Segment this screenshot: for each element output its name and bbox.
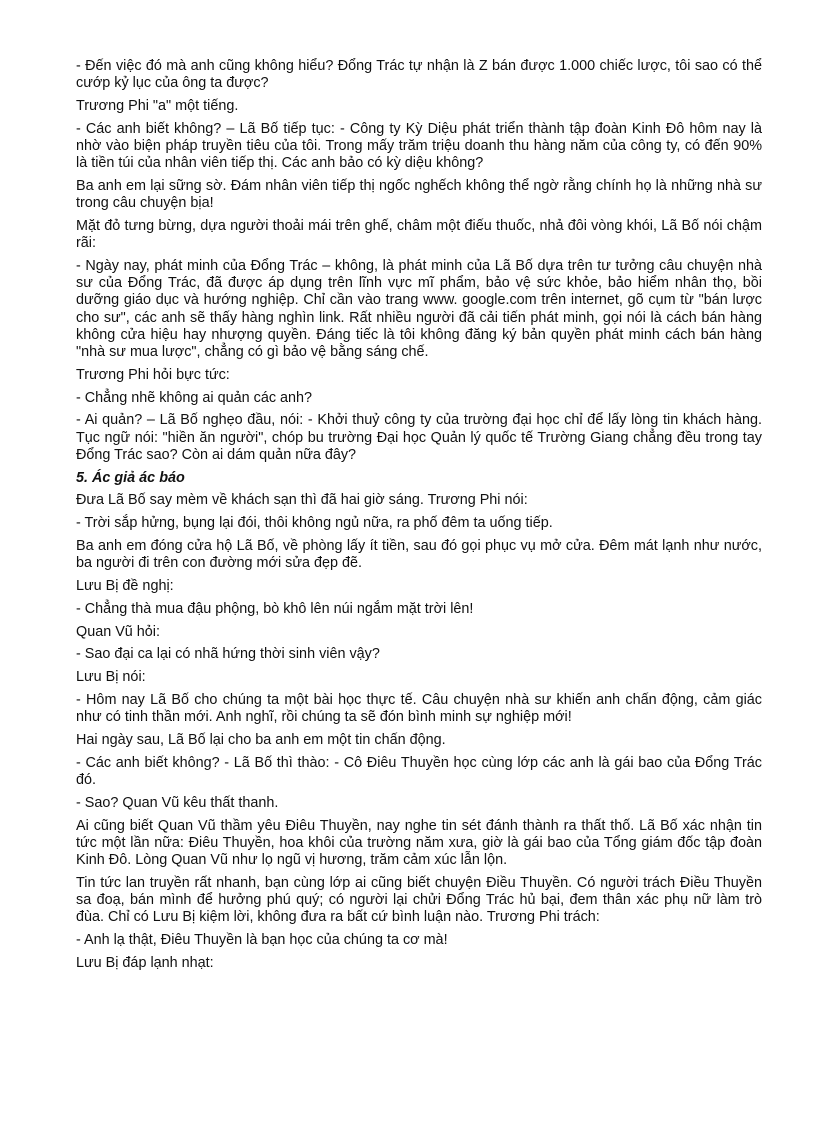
- paragraph: - Chẳng thà mua đậu phộng, bò khô lên núi ngắm mặt trời lên!: [76, 600, 474, 617]
- paragraph: Đưa Lã Bố say mèm về khách sạn thì đã hai giờ sáng. Trương Phi nói:: [76, 492, 528, 509]
- paragraph: - Các anh biết không? – Lã Bố tiếp tục: - Công ty Kỳ Diệu phát triển thành tập đoàn Kinh Đô hôm nay là nhờ vào biện pháp truyền tiêu của tôi. Trong mấy trăm triệu doanh thu hàng năm của công ty, có đến 90% là tiền túi của nhân viên tiếp thị. Các anh bảo có kỳ diệu không?: [76, 120, 762, 172]
- paragraph: Hai ngày sau, Lã Bố lại cho ba anh em một tin chấn động.: [76, 731, 446, 748]
- text-block-after-heading: [76, 492, 762, 972]
- text-block-before-heading: [76, 58, 762, 464]
- document-page: [76, 58, 762, 978]
- paragraph: Lưu Bị nói:: [76, 669, 146, 686]
- section-heading: 5. Ác giả ác báo: [76, 469, 185, 486]
- paragraph: Ai cũng biết Quan Vũ thầm yêu Điêu Thuyền, nay nghe tin sét đánh thành ra thất thố. Lã Bố xác nhận tin tức một lần nữa: Điêu Thuyền, hoa khôi của trường năm xưa, giờ là gái bao của Tổng giám đốc tập đoàn Kinh Đô. Lòng Quan Vũ như lọ ngũ vị hương, trăm cảm xúc lẫn lộn.: [76, 817, 762, 868]
- paragraph: - Sao đại ca lại có nhã hứng thời sinh viên vậy?: [76, 646, 380, 663]
- paragraph: - Sao? Quan Vũ kêu thất thanh.: [76, 794, 279, 811]
- paragraph: - Anh lạ thật, Điêu Thuyền là bạn học của chúng ta cơ mà!: [76, 931, 448, 948]
- paragraph: - Chẳng nhẽ không ai quản các anh?: [76, 389, 313, 406]
- paragraph: Trương Phi "a" một tiếng.: [76, 98, 239, 114]
- paragraph: Trương Phi hỏi bực tức:: [76, 366, 230, 383]
- paragraph: Tin tức lan truyền rất nhanh, bạn cùng lớp ai cũng biết chuyện Điều Thuyền. Có người trách Điều Thuyền sa đoạ, bán mình để hưởng phú quý; có người lại chửi Đổng Trác hủ bại, đem thân xác phụ nữ làm trò đùa. Chỉ có Lưu Bị kiệm lời, không đưa ra bất cứ bình luận nào. Trương Phi trách:: [76, 874, 762, 926]
- paragraph: Lưu Bị đề nghị:: [76, 578, 174, 594]
- paragraph: - Ngày nay, phát minh của Đổng Trác – không, là phát minh của Lã Bố dựa trên tư tưởng câu chuyện nhà sư của Đổng Trác, đã được áp dụng trên lĩnh vực mĩ phẩm, bảo vệ sức khỏe, bảo hiểm nhân thọ, bồi dưỡng giáo dục và hướng nghiệp. Chỉ cần vào trang www. google.com trên internet, gõ cụm từ "bán lược cho sư", các anh sẽ thấy hàng nghìn link. Rất nhiều người đã cải tiến phát minh, gọi nói là cách bán hàng không cửa hiệu hay nhượng quyền. Đáng tiếc là tôi không đăng ký bản quyền phát minh cách bán hàng "nhà sư mua lược", chẳng có gì bảo vệ bằng sáng chế.: [76, 258, 762, 361]
- paragraph: Ba anh em đóng cửa hộ Lã Bố, về phòng lấy ít tiền, sau đó gọi phục vụ mở cửa. Đêm mát lạnh như nước, ba người đi trên con đường mới sửa đẹp đẽ.: [76, 538, 762, 572]
- paragraph: Ba anh em lại sững sờ. Đám nhân viên tiếp thị ngốc nghếch không thể ngờ rằng chính họ là những nhà sư trong câu chuyện bịa!: [76, 178, 762, 212]
- paragraph: - Hôm nay Lã Bố cho chúng ta một bài học thực tế. Câu chuyện nhà sư khiến anh chấn động, cảm giác như có tinh thần mới. Anh nghĩ, rồi chúng ta sẽ đón bình minh sự nghiệp mới!: [76, 691, 762, 726]
- paragraph: - Ai quản? – Lã Bố nghẹo đầu, nói: - Khởi thuỷ công ty của trường đại học chỉ để lấy lòng tin khách hàng. Tục ngữ nói: "hiền ăn người", chóp bu trường Đại học Quản lý quốc tế Trường Giang chẳng đều trong tay Đổng Trác sao? Còn ai dám quản nữa đây?: [76, 412, 762, 463]
- paragraph: - Các anh biết không? - Lã Bố thì thào: - Cô Điêu Thuyền học cùng lớp các anh là gái bao của Đổng Trác đó.: [76, 754, 762, 788]
- paragraph: - Đến việc đó mà anh cũng không hiểu? Đổng Trác tự nhận là Z bán được 1.000 chiếc lược, tôi sao có thể cướp kỷ lục của ông ta được?: [76, 58, 762, 92]
- paragraph: Quan Vũ hỏi:: [76, 623, 161, 640]
- paragraph: - Trời sắp hửng, bụng lại đói, thôi không ngủ nữa, ra phố đêm ta uống tiếp.: [76, 515, 553, 532]
- paragraph: Lưu Bị đáp lạnh nhạt:: [76, 954, 214, 971]
- paragraph: Mặt đỏ tưng bừng, dựa người thoải mái trên ghế, châm một điếu thuốc, nhả đôi vòng khói, Lã Bố nói chậm rãi:: [76, 218, 762, 252]
